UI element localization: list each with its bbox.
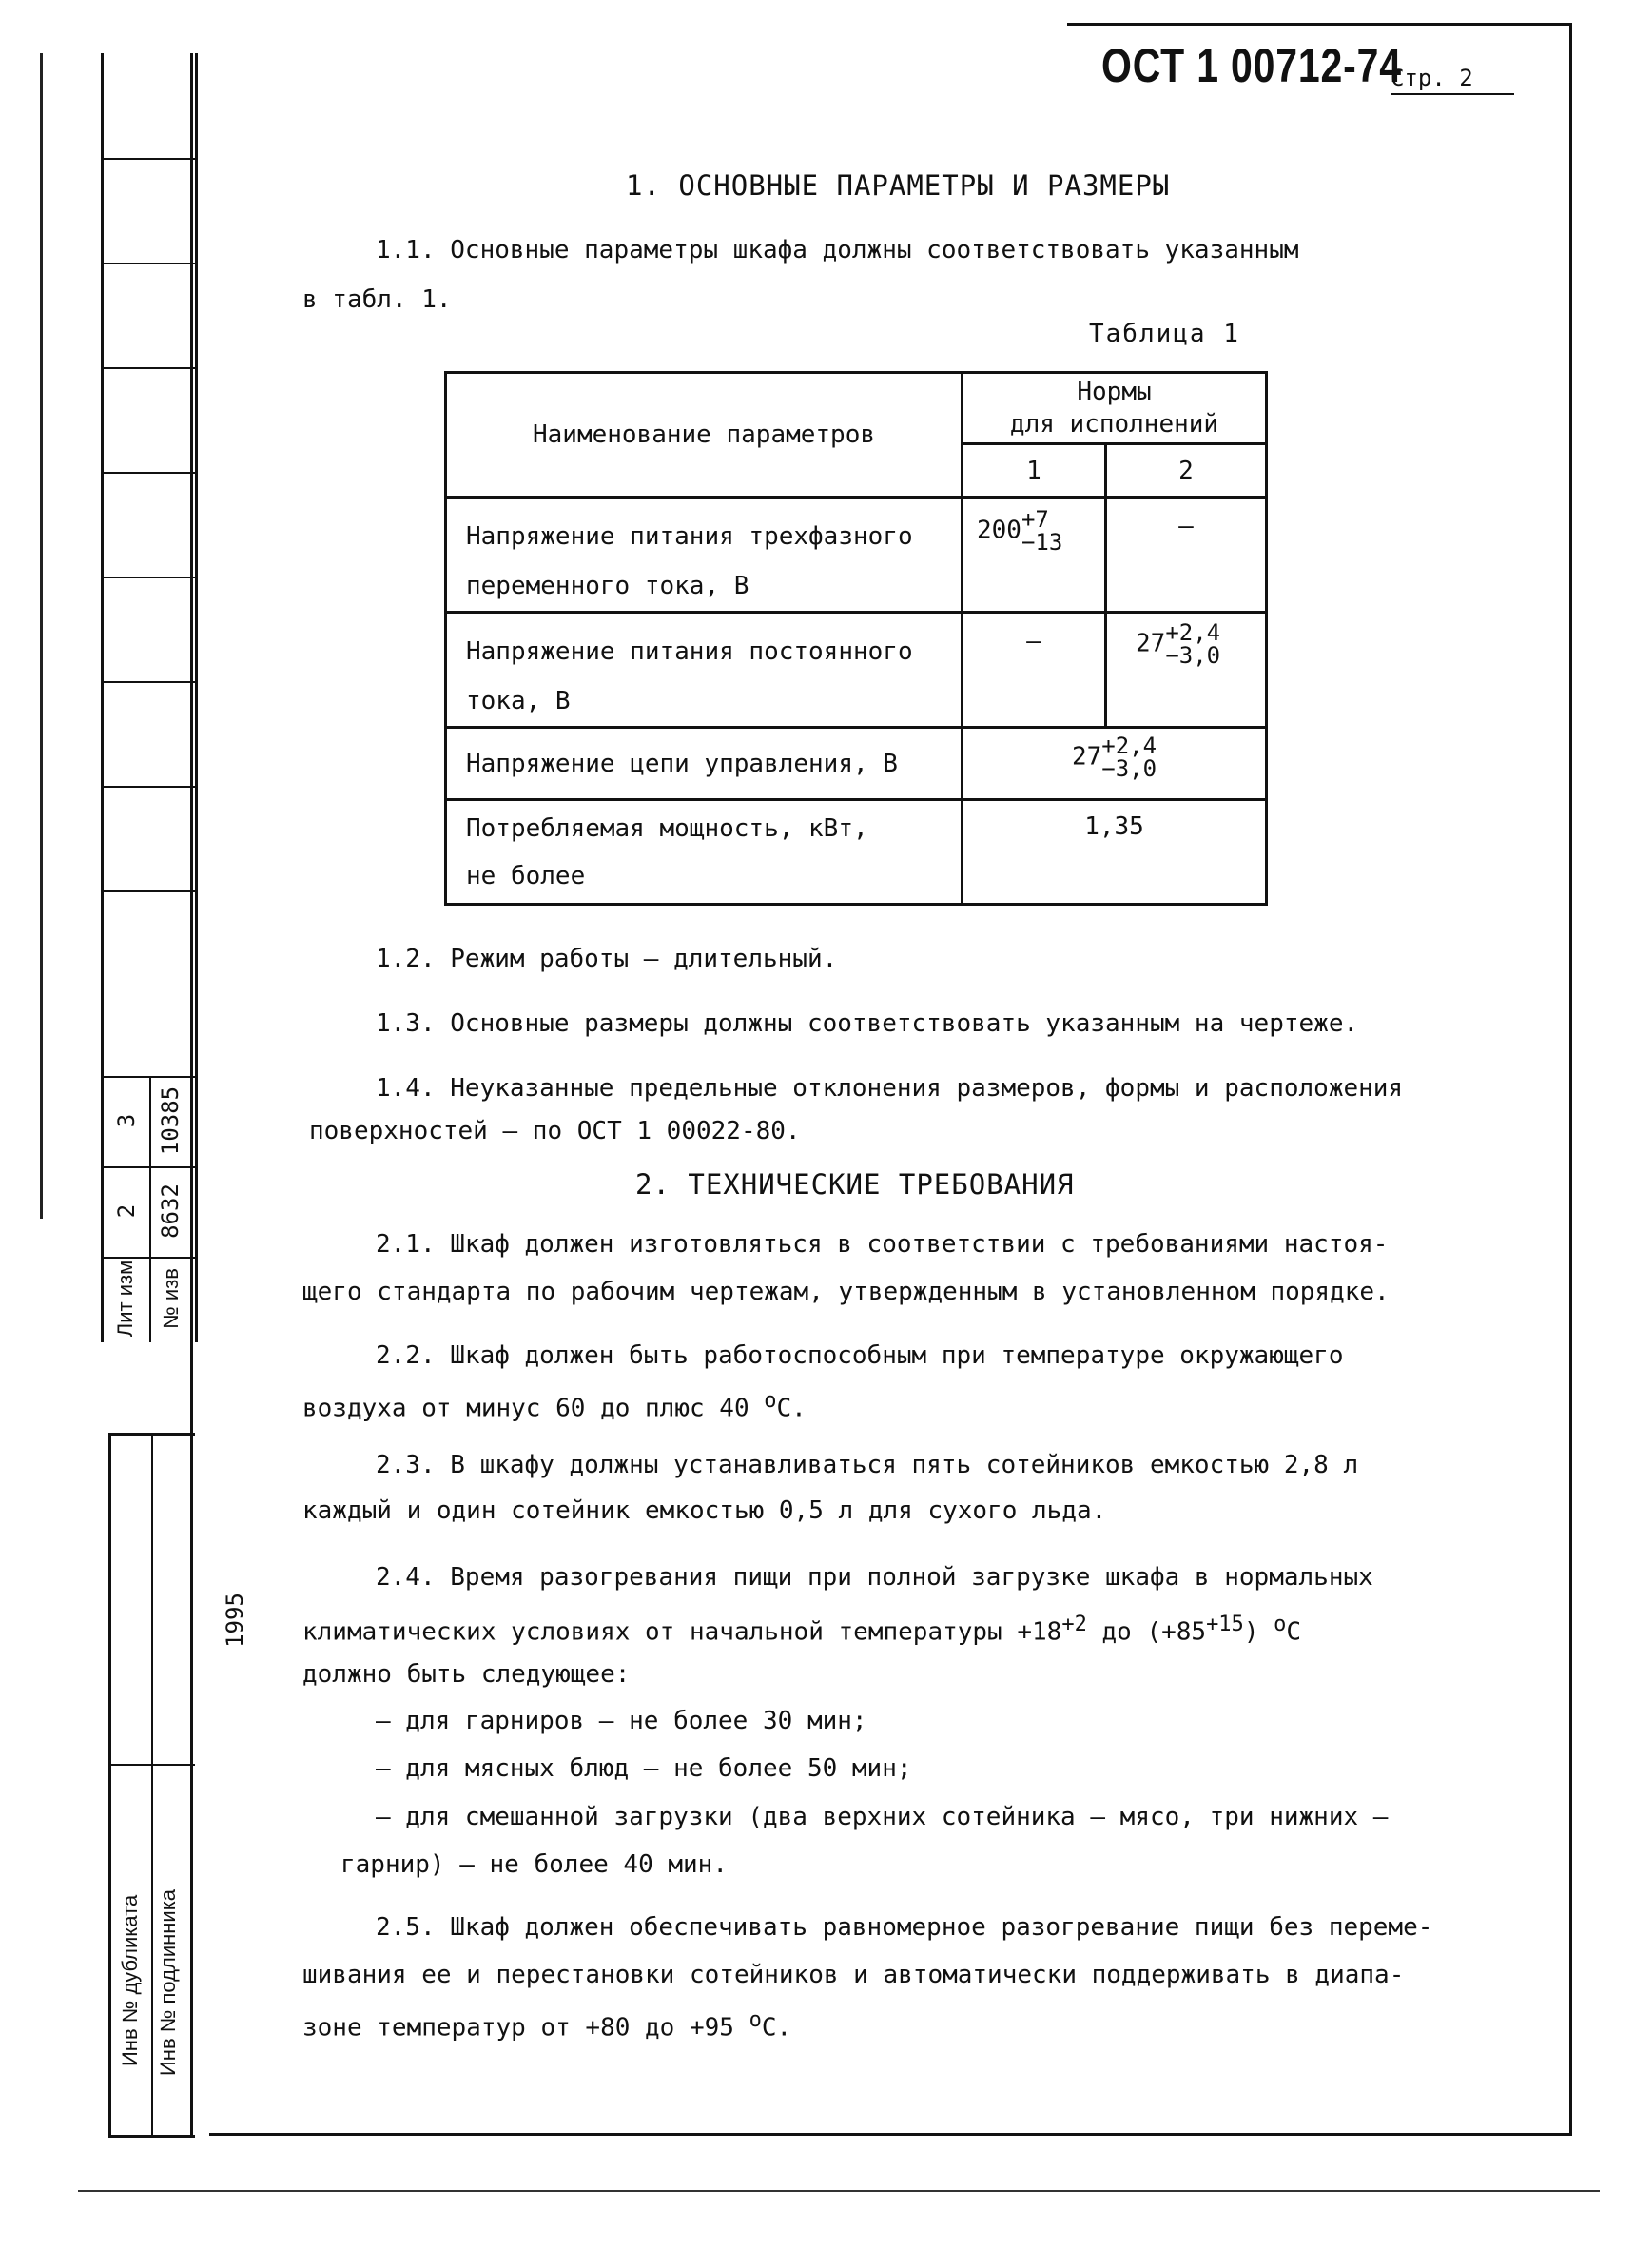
table-row bbox=[446, 498, 1267, 613]
label-inv-original: Инв № подлинника bbox=[156, 1888, 180, 2076]
p2-5-text: зоне температур от +80 до +95 bbox=[302, 2013, 734, 2043]
degree-mark: o bbox=[749, 2008, 762, 2032]
row3-v-minus: −3,0 bbox=[1101, 755, 1157, 782]
binding-line bbox=[40, 53, 43, 1219]
p2-2-unit: С. bbox=[776, 1394, 807, 1423]
paragraph-2-3-line1: 2.3. В шкафу должны устанавливаться пять сотейников емкостью 2,8 л bbox=[376, 1451, 1359, 1479]
p2-4-text-c: ) bbox=[1243, 1617, 1259, 1647]
col1-header: 1 bbox=[963, 444, 1106, 498]
paragraph-1-2: 1.2. Режим работы – длительный. bbox=[376, 945, 838, 973]
paragraph-2-4-line1: 2.4. Время разогревания пищи при полной загрузке шкафа в нормальных bbox=[376, 1563, 1373, 1592]
frame-right-border bbox=[1569, 23, 1572, 2135]
table-row bbox=[446, 613, 1267, 728]
row2-value2 bbox=[1106, 613, 1267, 728]
label-inv-duplicate: Инв № дубликата bbox=[118, 1894, 142, 2066]
paragraph-1-1-line1: 1.1. Основные параметры шкафа должны соответствовать указанным bbox=[376, 236, 1299, 264]
row2-value1 bbox=[963, 613, 1106, 728]
revision-strip bbox=[101, 53, 198, 1342]
page-number: Стр. 2 bbox=[1391, 65, 1473, 91]
row3-v-base: 27 bbox=[1071, 742, 1102, 772]
row2-v2-plus: +2,4 bbox=[1165, 619, 1221, 646]
row1-name bbox=[446, 498, 963, 613]
p2-4-tol2: +15 bbox=[1206, 1613, 1244, 1636]
row2-name-line2: тока, В bbox=[466, 687, 571, 715]
frame-top-border bbox=[1067, 23, 1571, 26]
row1-v1-minus: −13 bbox=[1021, 529, 1063, 556]
table-caption: Таблица 1 bbox=[1089, 320, 1240, 348]
change-number-3: 3 bbox=[113, 1113, 140, 1128]
row1-v1-plus: +7 bbox=[1021, 506, 1049, 533]
paragraph-2-5-line2: шивания ее и перестановки сотейников и автоматически поддерживать в диапа- bbox=[302, 1961, 1405, 1989]
cut-line bbox=[78, 2190, 1600, 2192]
degree-mark: o bbox=[764, 1389, 777, 1413]
list-item: – для мясных блюд – не более 50 мин; bbox=[376, 1754, 912, 1783]
p2-5-unit: С. bbox=[761, 2013, 792, 2043]
row3-value bbox=[963, 728, 1267, 800]
col-name-header: Наименование параметров bbox=[532, 420, 876, 449]
row2-name bbox=[446, 613, 963, 728]
row3-name-line1: Напряжение цепи управления, В bbox=[466, 750, 898, 778]
p2-4-tol1: +2 bbox=[1061, 1613, 1087, 1636]
change-number-2: 2 bbox=[113, 1203, 140, 1219]
year: 1995 bbox=[222, 1593, 248, 1648]
inventory-strip bbox=[108, 1433, 248, 2138]
row1-value1 bbox=[963, 498, 1106, 613]
row1-name-line2: переменного тока, В bbox=[466, 572, 749, 600]
p2-4-text-b: до (+85 bbox=[1101, 1617, 1207, 1647]
row4-name bbox=[446, 800, 963, 905]
row1-value2 bbox=[1106, 498, 1267, 613]
paragraph-2-4-line3: должно быть следующее: bbox=[302, 1660, 631, 1689]
frame-bottom-border bbox=[209, 2133, 1572, 2136]
norms-header-line1: Нормы bbox=[1077, 378, 1152, 406]
paragraph-1-3: 1.3. Основные размеры должны соответствовать указанным на чертеже. bbox=[376, 1009, 1359, 1038]
row1-v2: – bbox=[1178, 512, 1194, 540]
list-item: – для смешанной загрузки (два верхних сотейника – мясо, три нижних – bbox=[376, 1803, 1389, 1831]
label-lit-izm: Лит изм bbox=[113, 1260, 137, 1338]
row2-name-line1: Напряжение питания постоянного bbox=[466, 637, 913, 666]
paragraph-2-3-line2: каждый и один сотейник емкостью 0,5 л для сухого льда. bbox=[302, 1496, 1107, 1525]
row2-v2-base: 27 bbox=[1136, 629, 1166, 658]
paragraph-2-4-line2 bbox=[302, 1614, 1301, 1645]
paragraph-2-2-line2 bbox=[302, 1391, 807, 1421]
paragraph-2-5-line1: 2.5. Шкаф должен обеспечивать равномерное разогревание пищи без переме- bbox=[376, 1913, 1433, 1942]
p2-4-text-a: климатических условиях от начальной температуры +18 bbox=[302, 1617, 1062, 1647]
row4-name-line2: не более bbox=[466, 862, 586, 890]
paragraph-1-4-line1: 1.4. Неуказанные предельные отклонения размеров, формы и расположения bbox=[376, 1074, 1404, 1103]
list-item: – для гарниров – не более 30 мин; bbox=[376, 1707, 867, 1735]
table-header-name bbox=[446, 373, 963, 498]
section-1-title: 1. ОСНОВНЫЕ ПАРАМЕТРЫ И РАЗМЕРЫ bbox=[626, 169, 1171, 202]
list-item-continuation: гарнир) – не более 40 мин. bbox=[340, 1850, 728, 1879]
row4-value bbox=[963, 800, 1267, 905]
table-header-norms bbox=[963, 373, 1267, 444]
label-no-izv: № изв bbox=[159, 1268, 183, 1329]
p2-2-text: воздуха от минус 60 до плюс 40 bbox=[302, 1394, 749, 1423]
row2-v2-minus: −3,0 bbox=[1165, 642, 1221, 669]
row4-v: 1,35 bbox=[1084, 812, 1144, 841]
section-2-title: 2. ТЕХНИЧЕСКИЕ ТРЕБОВАНИЯ bbox=[635, 1168, 1075, 1201]
doc-number-3: 10385 bbox=[157, 1085, 184, 1156]
row4-name-line1: Потребляемая мощность, кВт, bbox=[466, 814, 868, 843]
paragraph-2-1-line2: щего стандарта по рабочим чертежам, утвержденным в установленном порядке. bbox=[302, 1278, 1390, 1306]
row3-v-plus: +2,4 bbox=[1101, 733, 1157, 759]
page-underline bbox=[1391, 93, 1514, 95]
table-row bbox=[446, 728, 1267, 800]
parameters-table bbox=[444, 371, 1268, 906]
row3-name bbox=[446, 728, 963, 800]
norms-header-line2: для исполнений bbox=[1009, 410, 1219, 439]
document-code: ОСТ 1 00712-74 bbox=[1101, 39, 1402, 92]
table-row bbox=[446, 800, 1267, 905]
paragraph-1-4-line2: поверхностей – по ОСТ 1 00022-80. bbox=[309, 1117, 801, 1145]
row2-v1: – bbox=[1026, 627, 1041, 655]
degree-mark: o bbox=[1274, 1613, 1287, 1636]
paragraph-2-5-line3 bbox=[302, 2010, 791, 2041]
col2-header: 2 bbox=[1106, 444, 1267, 498]
paragraph-2-2-line1: 2.2. Шкаф должен быть работоспособным при температуре окружающего bbox=[376, 1341, 1344, 1370]
paragraph-2-1-line1: 2.1. Шкаф должен изготовляться в соответствии с требованиями настоя- bbox=[376, 1230, 1389, 1259]
p2-4-unit: С bbox=[1286, 1617, 1302, 1647]
row1-v1-base: 200 bbox=[977, 516, 1021, 545]
row1-name-line1: Напряжение питания трехфазного bbox=[466, 522, 913, 551]
doc-number-2: 8632 bbox=[157, 1183, 184, 1239]
paragraph-1-1-line2: в табл. 1. bbox=[302, 285, 452, 314]
